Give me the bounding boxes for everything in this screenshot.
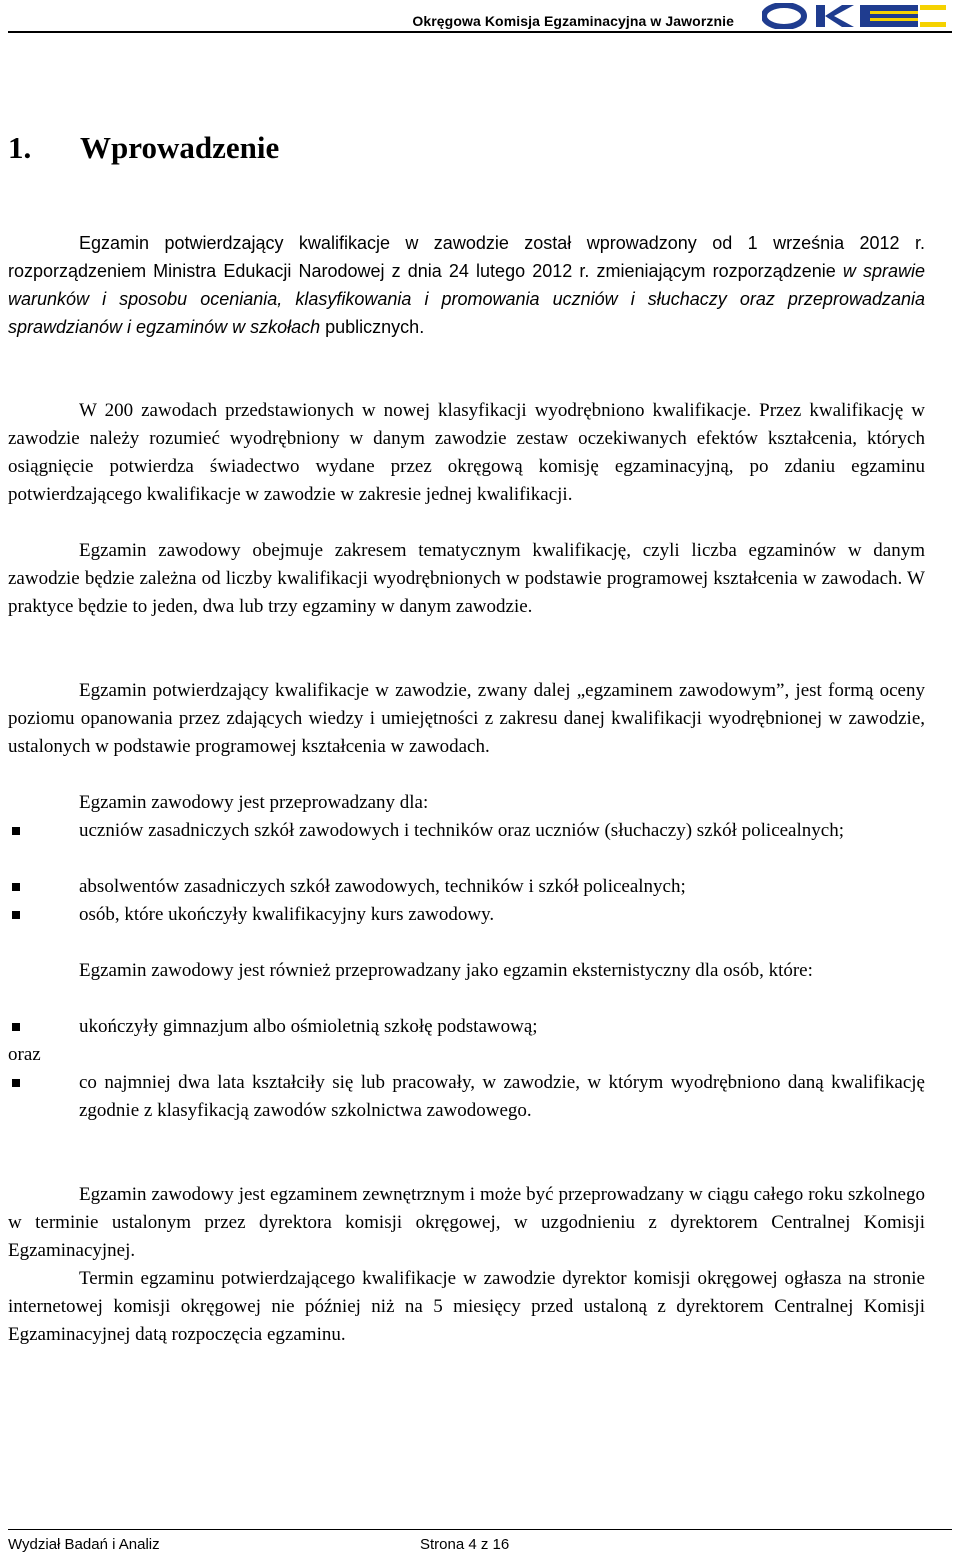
footer-page-number: Strona 4 z 16 [420,1536,510,1553]
section-title: Wprowadzenie [80,130,280,165]
section-heading [8,130,279,166]
intro-tail: publicznych. [320,317,425,337]
footer-department: Wydział Badań i Analiz [8,1536,160,1553]
conjunction-text: oraz [8,1044,41,1065]
oke-logo [762,3,948,29]
intro-paragraph [8,229,925,341]
list-item: co najmniej dwa lata kształciły się lub pracowały, w zawodzie, w którym wyodrębniono daną kwalifikację zgodnie z klasyfikacją zawodów szkolnictwa zawodowego. [8,1069,925,1125]
list-item: osób, które ukończyły kwalifikacyjny kurs zawodowy. [8,901,925,929]
exam-scope-paragraph: Egzamin zawodowy obejmuje zakresem tematycznym kwalifikację, czyli liczba egzaminów w danym zawodzie będzie zależna od liczby kwalifikacji wyodrębnionych w podstawie programowej kształcenia w zawodach. W praktyce będzie to jeden, dwa lub trzy egzaminy w danym zawodzie. [8,540,925,617]
exam-for-whom-paragraph: Egzamin zawodowy jest przeprowadzany dla: [79,792,429,813]
square-bullet-icon [12,911,20,919]
list-item: uczniów zasadniczych szkół zawodowych i techników oraz uczniów (słuchaczy) szkół policealnych; [8,817,925,845]
header-divider [8,31,952,33]
exam-announcement-paragraph: Termin egzaminu potwierdzającego kwalifikacje w zawodzie dyrektor komisji okręgowej ogłasza na stronie internetowej komisji okręgowej nie później niż na 5 miesięcy przed ustaloną z dyrektorem Centralnej Komisji Egzaminacyjnej datą rozpoczęcia egzaminu. [8,1268,925,1345]
list-item: ukończyły gimnazjum albo ośmioletnią szkołę podstawową; [8,1013,925,1041]
exam-definition-paragraph: Egzamin potwierdzający kwalifikacje w zawodzie, zwany dalej „egzaminem zawodowym”, jest formą oceny poziomu opanowania przez zdających wiedzy i umiejętności z zakresu danej kwalifikacji wyodrębnionej w zawodzie, ustalonych w podstawie programowej kształcenia w zawodach. [8,680,925,757]
list-item: absolwentów zasadniczych szkół zawodowych, techników i szkół policealnych; [8,873,925,901]
exam-timing-paragraph: Egzamin zawodowy jest egzaminem zewnętrznym i może być przeprowadzany w ciągu całego roku szkolnego w terminie ustalonym przez dyrektora komisji okręgowej, w uzgodnieniu z dyrektorem Centralnej Komisji Egzaminacyjnej. [8,1184,925,1261]
square-bullet-icon [12,1079,20,1087]
qualifications-paragraph: W 200 zawodach przedstawionych w nowej klasyfikacji wyodrębniono kwalifikacje. Przez kwalifikację w zawodzie należy rozumieć wyodrębniony w danym zawodzie zestaw oczekiwanych efektów kształcenia, których osiągnięcie potwierdza świadectwo wydane przez okręgową komisję egzaminacyjną, po zdaniu egzaminu potwierdzającego kwalifikacje w zawodzie w zakresie jednej kwalifikacji. [8,400,925,505]
square-bullet-icon [12,883,20,891]
square-bullet-icon [12,1023,20,1031]
external-exam-paragraph: Egzamin zawodowy jest również przeprowadzany jako egzamin eksternistyczny dla osób, które: [79,960,813,981]
intro-lead: Egzamin potwierdzający kwalifikacje w zawodzie został wprowadzony od 1 września 2012 r. rozporządzeniem Ministra Edukacji Narodowej z dnia 24 lutego 2012 r. zmieniającym rozporządzenie [8,233,925,281]
header-organization: Okręgowa Komisja Egzaminacyjna w Jaworznie [412,13,734,29]
square-bullet-icon [12,827,20,835]
page-header [8,0,952,34]
section-number: 1. [8,130,32,165]
regulation-title: w sprawie warunków i sposobu oceniania, klasyfikowania i promowania uczniów i słuchaczy oraz przeprowadzania sprawdzianów i egzaminów w szkołach [8,261,925,337]
footer-divider [8,1529,952,1530]
